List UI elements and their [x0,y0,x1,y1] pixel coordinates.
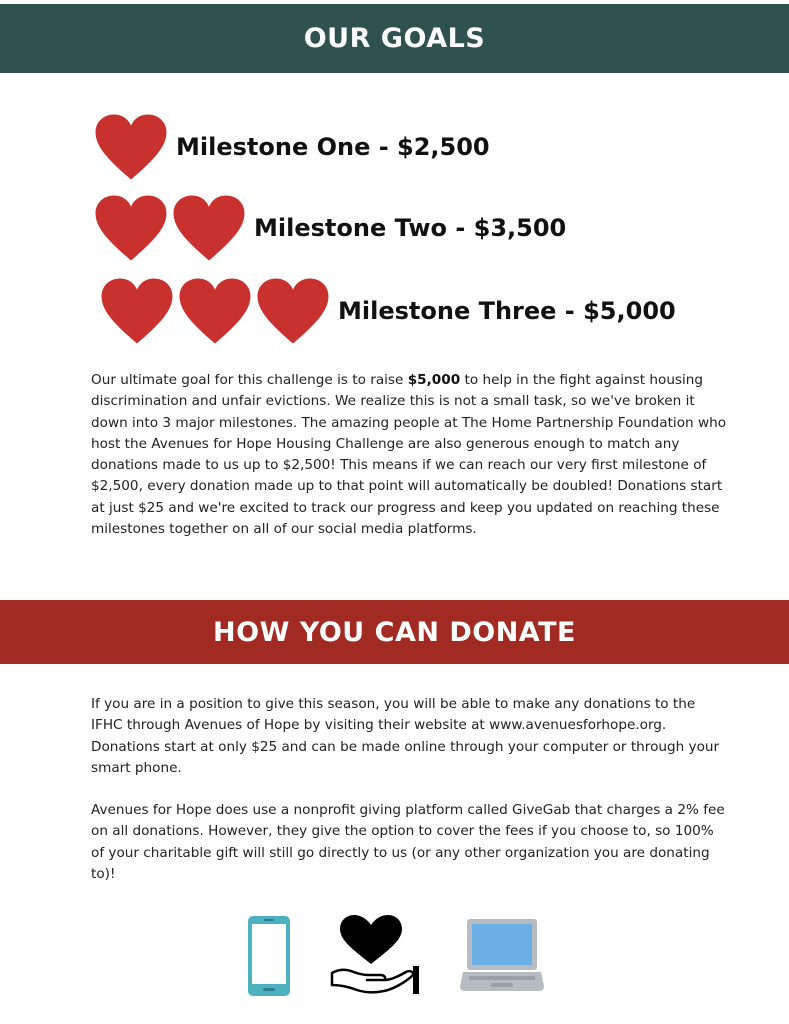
heart-icon [172,194,246,262]
milestone-two [94,194,566,262]
goals-paragraph [91,370,731,540]
milestone-two-label: Milestone Two - $3,500 [254,214,567,242]
milestone-one-label: Milestone One - $2,500 [176,133,490,161]
donate-paragraph-1: If you are in a position to give this season, you will be able to make any donations to the IFHC through Avenues of Hope by visiting their website at www.avenuesforhope.org. Donations start at only $25 and can be made online through your computer or through your smart phone. [91,696,720,776]
heart-icon [178,277,252,345]
goals-paragraph-body: to help in the fight against housing discrimination and unfair evictions. We realize this is not a small task, so we've broken it down into 3 major milestones. The amazing people at The Home Partnership Foundation who host the Avenues for Hope Housing Challenge are also generous enough to match any donations made to us up to $2,500! This means if we can reach our very first milestone of $2,500, every donation made up to that point will automatically be doubled! Donations start at just $25 and we're excited to track our progress and keep you updated on reaching these milestones together on all of our social media platforms. [91,372,727,538]
donate-banner [0,600,789,664]
donate-paragraph-2: Avenues for Hope does use a nonprofit giving platform called GiveGab that charges a 2% fee on all donations. However, they give the option to cover the fees if you choose to, so 100% of your charitable gift will still go directly to us (or any other organization you are donating to)! [91,802,725,882]
heart-icon [100,277,174,345]
heart-icon [256,277,330,345]
smartphone-icon [247,915,291,997]
milestone-one-hearts [94,113,168,181]
milestone-three-label: Milestone Three - $5,000 [338,297,676,325]
laptop-icon [459,918,545,992]
milestone-two-hearts [94,194,246,262]
goals-banner [0,4,789,73]
donate-heading: HOW YOU CAN DONATE [213,616,576,648]
goals-paragraph-intro: Our ultimate goal for this challenge is to raise [91,372,408,388]
goals-amount: $5,000 [407,372,461,388]
milestone-three-hearts [100,277,330,345]
heart-in-hand-icon [329,914,421,996]
goals-heading: OUR GOALS [303,23,486,54]
milestone-three [100,277,676,345]
milestone-one [94,113,490,181]
heart-icon [94,194,168,262]
heart-icon [94,113,168,181]
